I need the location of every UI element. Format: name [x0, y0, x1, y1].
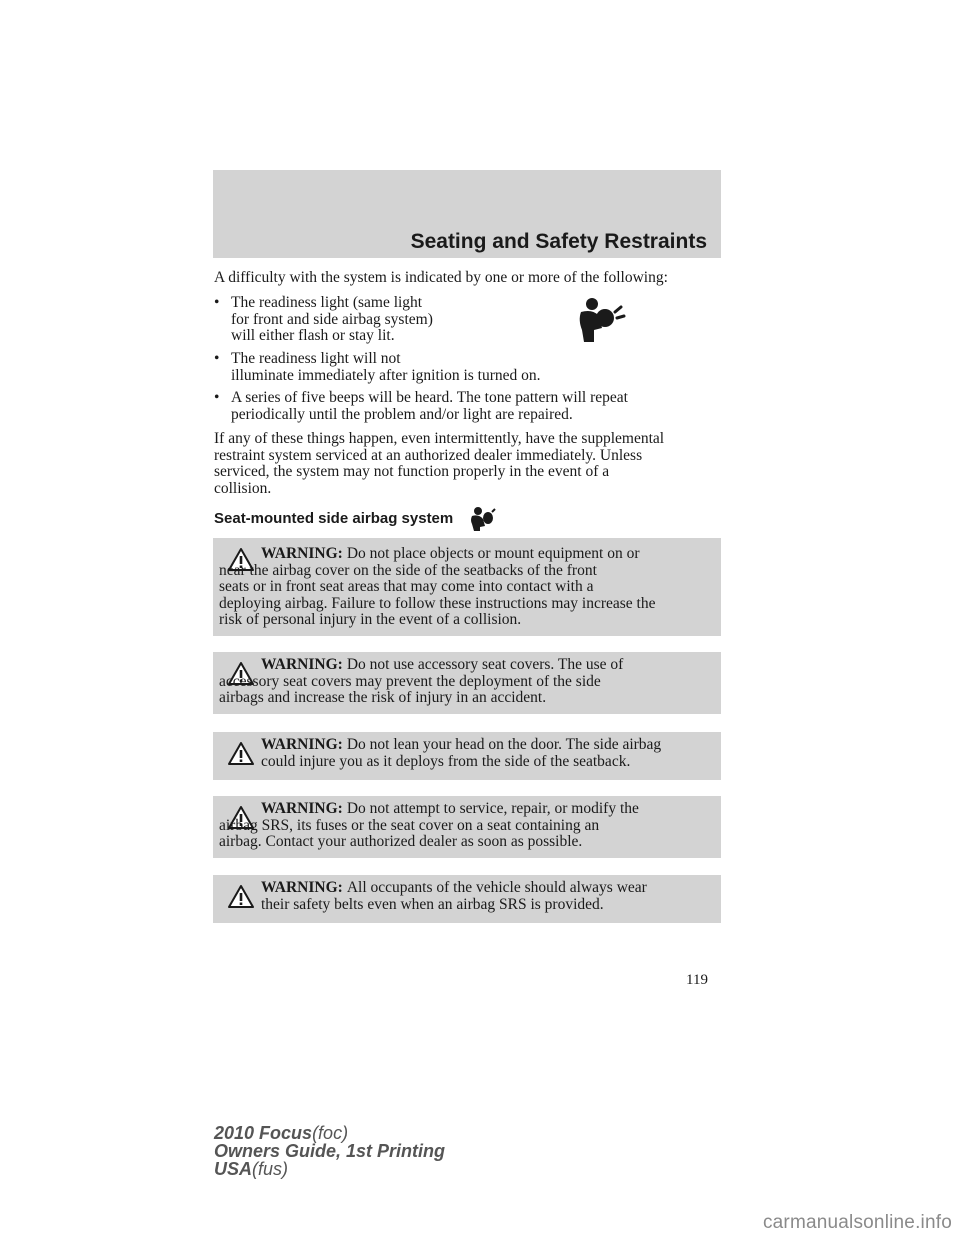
warning-body: Do not attempt to service, repair, or modify the airbag SRS, its fuses or the seat cover on a seat containing an airbag. Contact your authorized dealer as soon as possible. [219, 800, 639, 850]
footer-model: 2010 Focus [214, 1123, 313, 1143]
warning-box [213, 652, 721, 714]
warning-text [219, 657, 713, 707]
bullet-text: The readiness light will not illuminate immediately after ignition is turned on. [231, 350, 541, 384]
warning-triangle-icon [227, 741, 255, 766]
warning-label: WARNING: [261, 656, 343, 673]
warning-triangle-icon [227, 884, 255, 909]
bullet-text: A series of five beeps will be heard. The tone pattern will repeat periodically until the problem and/or light are repaired. [231, 389, 628, 423]
warning-text [219, 801, 713, 851]
section-heading: Seat-mounted side airbag system [214, 510, 454, 527]
footer-market-code: (fus) [252, 1159, 289, 1179]
warning-body: Do not use accessory seat covers. The use of accessory seat covers may prevent the deployment of the side airbags and increase the risk of injury in an accident. [219, 656, 624, 706]
warning-box [213, 796, 721, 858]
warning-label: WARNING: [261, 879, 343, 896]
footer-market: USA [214, 1159, 253, 1179]
body-paragraph: If any of these things happen, even intermittently, have the supplemental restraint system serviced at an authorized dealer immediately. Unless serviced, the system may not function properly in the event of a collision. [214, 430, 665, 497]
side-airbag-icon [466, 506, 496, 532]
warning-box [213, 732, 721, 780]
footer-printing: Owners Guide, 1st Printing [214, 1141, 446, 1161]
bullet-text: The readiness light (same light for front and side airbag system) will either flash or stay lit. [231, 294, 433, 344]
warning-body: Do not lean your head on the door. The side airbag could injure you as it deploys from the side of the seatback. [261, 736, 662, 770]
warning-label: WARNING: [261, 736, 343, 753]
bullet-marker: • [214, 294, 220, 311]
warning-label: WARNING: [261, 545, 343, 562]
warning-box [213, 538, 721, 636]
warning-label: WARNING: [261, 800, 343, 817]
watermark: carmanualsonline.info [762, 1212, 952, 1233]
warning-body: Do not place objects or mount equipment on or near the airbag cover on the side of the seatbacks of the front seats or in front seat areas that may come into contact with a deploying airbag. Failure to follow these instructions may increase the risk of personal injury in the event of a collision. [219, 545, 656, 628]
page-number: 119 [686, 972, 708, 988]
section-header-band [213, 170, 721, 258]
footer-imprint [214, 1124, 445, 1178]
warning-text [219, 546, 713, 629]
warning-text [261, 880, 713, 913]
airbag-readiness-light-icon [572, 296, 628, 346]
section-title: Seating and Safety Restraints [410, 230, 707, 253]
warning-text [261, 737, 713, 770]
warning-box [213, 875, 721, 923]
bullet-marker: • [214, 389, 220, 406]
warning-body: All occupants of the vehicle should always wear their safety belts even when an airbag SRS is provided. [261, 879, 647, 913]
footer-model-code: (foc) [312, 1123, 349, 1143]
bullet-marker: • [214, 350, 220, 367]
intro-text: A difficulty with the system is indicated by one or more of the following: [214, 269, 668, 286]
